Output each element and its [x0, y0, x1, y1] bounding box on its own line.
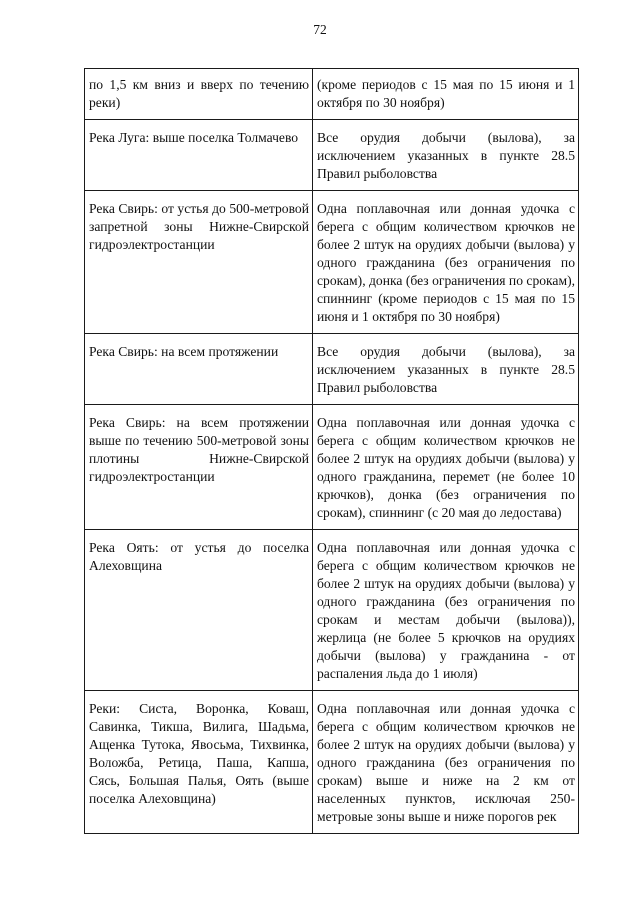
rules-cell	[313, 334, 579, 405]
location-text: Река Свирь: на всем протяжении выше по течению 500-метровой зоны плотины Нижне-Свирской гидроэлектростанции	[89, 415, 309, 484]
location-cell	[85, 691, 313, 834]
table-row	[85, 191, 579, 334]
rules-text: Одна поплавочная или донная удочка с берега с общим количеством крючков не более 2 штук на орудиях добычи (вылова) у одного гражданина, перемет (не более 10 крючков), донка (без ограничения по срокам), спиннинг (с 20 мая до ледостава)	[317, 415, 575, 520]
rules-cell	[313, 69, 579, 120]
table-row	[85, 691, 579, 834]
page-number: 72	[313, 22, 327, 37]
location-cell	[85, 334, 313, 405]
table-row	[85, 530, 579, 691]
rules-cell	[313, 120, 579, 191]
rules-text: Все орудия добычи (вылова), за исключением указанных в пункте 28.5 Правил рыболовства	[317, 130, 575, 181]
rules-cell	[313, 691, 579, 834]
location-text: по 1,5 км вниз и вверх по течению реки)	[89, 77, 309, 110]
location-text: Река Свирь: от устья до 500-метровой запретной зоны Нижне-Свирской гидроэлектростанции	[89, 201, 309, 252]
rules-text: Все орудия добычи (вылова), за исключением указанных в пункте 28.5 Правил рыболовства	[317, 344, 575, 395]
rules-text: (кроме периодов с 15 мая по 15 июня и 1 октября по 30 ноября)	[317, 77, 575, 110]
location-text: Река Луга: выше поселка Толмачево	[89, 130, 299, 145]
rules-cell	[313, 191, 579, 334]
table-row	[85, 120, 579, 191]
rules-text: Одна поплавочная или донная удочка с берега с общим количеством крючков не более 2 штук на орудиях добычи (вылова) у одного гражданина (без ограничения по срокам и местам добычи (вылова)), жерлица (не более 5 крючков на орудиях добычи (вылова) у гражданина - от распаления льда до 1 июля)	[317, 540, 575, 681]
location-cell	[85, 405, 313, 530]
location-text: Река Оять: от устья до поселка Алеховщина	[89, 540, 309, 573]
table-row	[85, 405, 579, 530]
location-text: Реки: Систа, Воронка, Коваш, Савинка, Тикша, Вилига, Шадьма, Ащенка Тутока, Явосьма, Тихвинка, Воложба, Ретица, Паша, Капша, Сясь, Большая Палья, Оять (выше поселка Алеховщина)	[89, 701, 309, 806]
rules-cell	[313, 530, 579, 691]
rules-text: Одна поплавочная или донная удочка с берега с общим количеством крючков не более 2 штук на орудиях добычи (вылова) у одного гражданина (без ограничения по срокам) выше и ниже на 2 км от населенных пунктов, исключая 250-метровые зоны выше и ниже порогов рек	[317, 701, 575, 824]
location-text: Река Свирь: на всем протяжении	[89, 344, 279, 359]
location-cell	[85, 69, 313, 120]
table-row	[85, 334, 579, 405]
location-cell	[85, 530, 313, 691]
location-cell	[85, 120, 313, 191]
table-row	[85, 69, 579, 120]
fishing-rules-table	[84, 68, 579, 834]
rules-cell	[313, 405, 579, 530]
rules-text: Одна поплавочная или донная удочка с берега с общим количеством крючков не более 2 штук на орудиях добычи (вылова) у одного гражданина (без ограничения по срокам), донка (без ограничения по срокам), спиннинг (кроме периодов с 15 мая по 15 июня и 1 октября по 30 ноября)	[317, 201, 575, 324]
location-cell	[85, 191, 313, 334]
